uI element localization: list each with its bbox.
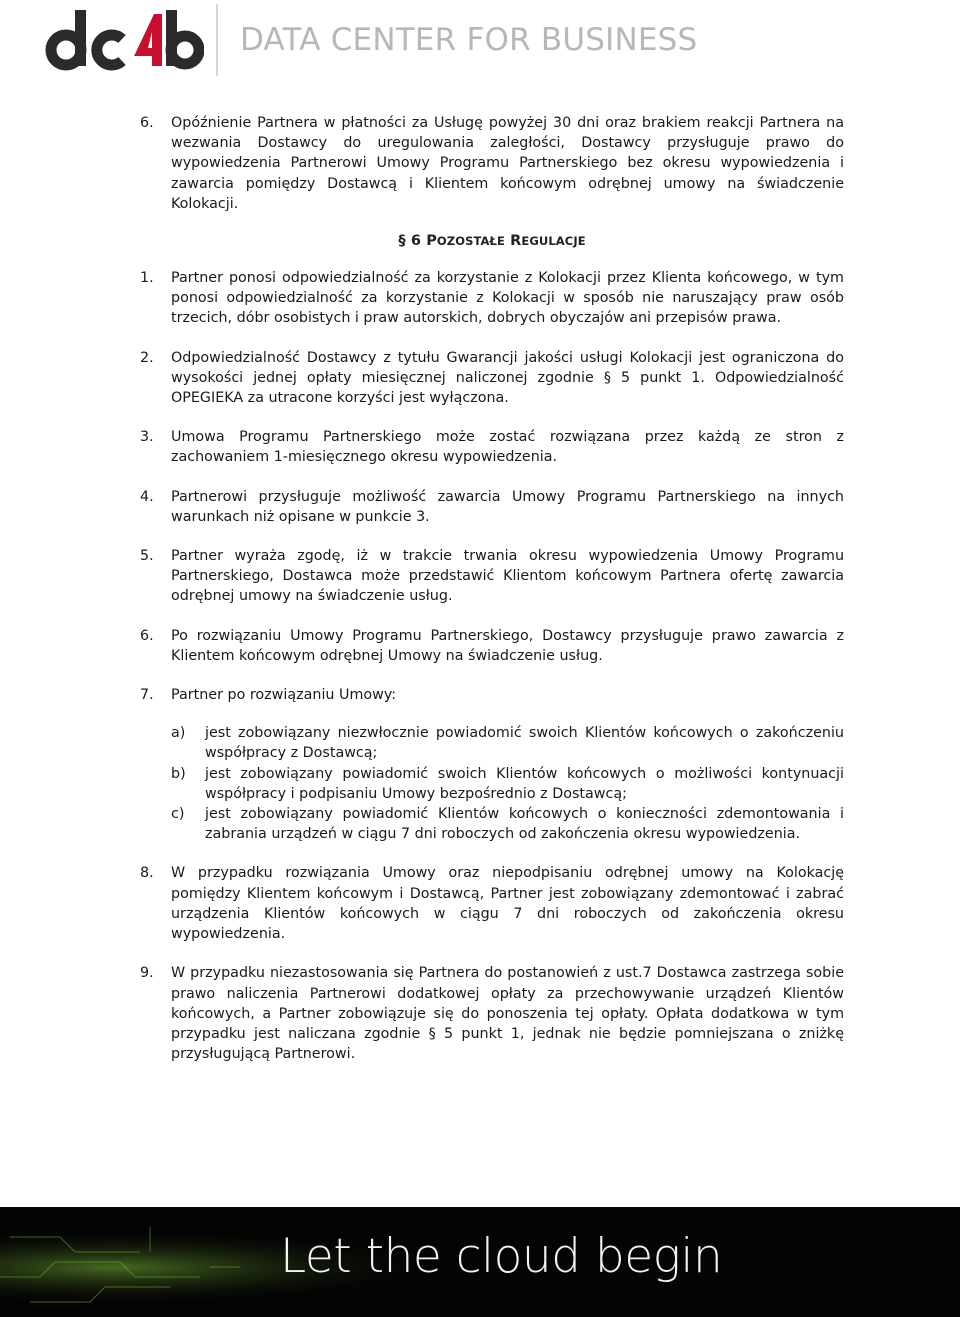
sub-list-item (171, 764, 844, 804)
page-footer-banner (0, 1207, 960, 1317)
sub-item-text: jest zobowiązany niezwłocznie powiadomić swoich Klientów końcowych o zakończeniu współpracy z Dostawcą; (205, 725, 844, 762)
item-text: Po rozwiązaniu Umowy Programu Partnerskiego, Dostawcy przysługuje prawo zawarcia z Klientem końcowym odrębnej Umowy na świadczenie usług. (171, 627, 844, 664)
page-header (0, 0, 960, 82)
section-number: 6 (410, 233, 422, 250)
item-text: Odpowiedzialność Dostawcy z tytułu Gwarancji jakości usługi Kolokacji jest ograniczona do wysokości jednej opłaty miesięcznej naliczonej zgodnie § 5 punkt 1. Odpowiedzialność OPEGIEKA za utracone korzyści jest wyłączona. (171, 349, 844, 407)
item-text: Partner wyraża zgodę, iż w trakcie trwania okresu wypowiedzenia Umowy Programu Partnerskiego, Dostawca może przedstawić Klientom końcowym Partnera ofertę zawarcia odrębnej umowy na świadczenie usług. (171, 548, 844, 605)
list-item (140, 348, 844, 409)
item-text: Opóźnienie Partnera w płatności za Usługę powyżej 30 dni oraz brakiem reakcji Partnera na wezwania Dostawcy do uregulowania zaległości, Dostawcy przysługuje prawo do wypowiedzenia Partnerowi Umowy Programu Partnerskiego bez okresu wypowiedzenia i zawarcia pomiędzy Dostawcą i Klientem końcowym odrębnej umowy na świadczenie Kolokacji. (171, 115, 844, 212)
list-item (140, 268, 844, 329)
sub-item-letter: b) (171, 765, 186, 782)
list-item (140, 863, 844, 944)
section-symbol: § (398, 233, 406, 250)
item-number: 3. (140, 429, 154, 446)
item-text: Partnerowi przysługuje możliwość zawarcia Umowy Programu Partnerskiego na innych warunkach niż opisane w punkcie 3. (171, 488, 844, 525)
item-number: 9. (140, 965, 154, 982)
section-heading (140, 233, 844, 249)
dc4b-logo (44, 4, 204, 76)
item-text: Partner po rozwiązaniu Umowy: (171, 687, 397, 704)
list-item (140, 546, 844, 607)
footer-slogan: Let the cloud begin (280, 1229, 723, 1284)
item-text: Umowa Programu Partnerskiego może zostać rozwiązana przez każdą ze stron z zachowaniem 1-miesięcznego okresu wypowiedzenia. (171, 429, 844, 466)
header-divider (216, 4, 218, 76)
item-number: 6. (140, 627, 154, 644)
item-number: 1. (140, 270, 154, 287)
item-number: 2. (140, 349, 154, 366)
sub-item-letter: a) (171, 725, 186, 742)
item-text: Partner ponosi odpowiedzialność za korzystanie z Kolokacji przez Klienta końcowego, w tym ponosi odpowiedzialność za korzystanie z Kolokacji w sposób nie naruszający praw osób trzecich, dóbr osobistych i praw autorskich, dobrych obyczajów ani przepisów prawa. (171, 270, 844, 327)
header-tagline: DATA CENTER FOR BUSINESS (240, 22, 698, 58)
sub-item-text: jest zobowiązany powiadomić swoich Klientów końcowych o możliwości kontynuacji współpracy i podpisaniu Umowy bezpośrednio z Dostawcą; (205, 765, 844, 802)
item-number: 7. (140, 687, 154, 704)
list-item (140, 487, 844, 527)
sub-item-text: jest zobowiązany powiadomić Klientów końcowych o konieczności zdemontowania i zabrania urządzeń w ciągu 7 dni roboczych od zakończenia okresu wypowiedzenia. (205, 806, 844, 843)
sub-list (171, 723, 844, 844)
dc4b-logo-graphic (44, 4, 204, 76)
document-body (140, 113, 844, 1083)
item-text: W przypadku niezastosowania się Partnera do postanowień z ust.7 Dostawca zastrzega sobie prawo naliczenia Partnerowi dodatkowej opłaty za przechowywanie urządzeń Klientów końcowych, a Partner zobowiązuje się do ponoszenia tej opłaty. Opłata dodatkowa w tym przypadku jest naliczana zgodnie § 5 punkt 1, jednak nie będzie pomniejszana o zniżkę przysługującą Partnerowi. (171, 965, 844, 1063)
section-title-word1: POZOSTAŁE (426, 233, 505, 250)
section-title-word2: REGULACJE (510, 233, 586, 250)
sub-item-letter: c) (171, 806, 185, 823)
intro-item (140, 113, 844, 214)
sub-list-item (171, 723, 844, 763)
sub-list-item (171, 804, 844, 844)
list-item (140, 963, 844, 1064)
item-number: 5. (140, 548, 154, 565)
list-item (140, 626, 844, 666)
item-number: 6. (140, 115, 154, 131)
list-item (140, 427, 844, 467)
list-item-with-subitems (140, 685, 844, 844)
item-text: W przypadku rozwiązania Umowy oraz niepodpisaniu odrębnej umowy na Kolokację pomiędzy Klientem końcowym i Dostawcą, Partner jest zobowiązany zdemontować i zabrać urządzenia Klientów końcowych w ciągu 7 dni roboczych od zakończenia okresu wypowiedzenia. (171, 865, 844, 943)
item-number: 8. (140, 865, 154, 882)
item-number: 4. (140, 488, 154, 505)
